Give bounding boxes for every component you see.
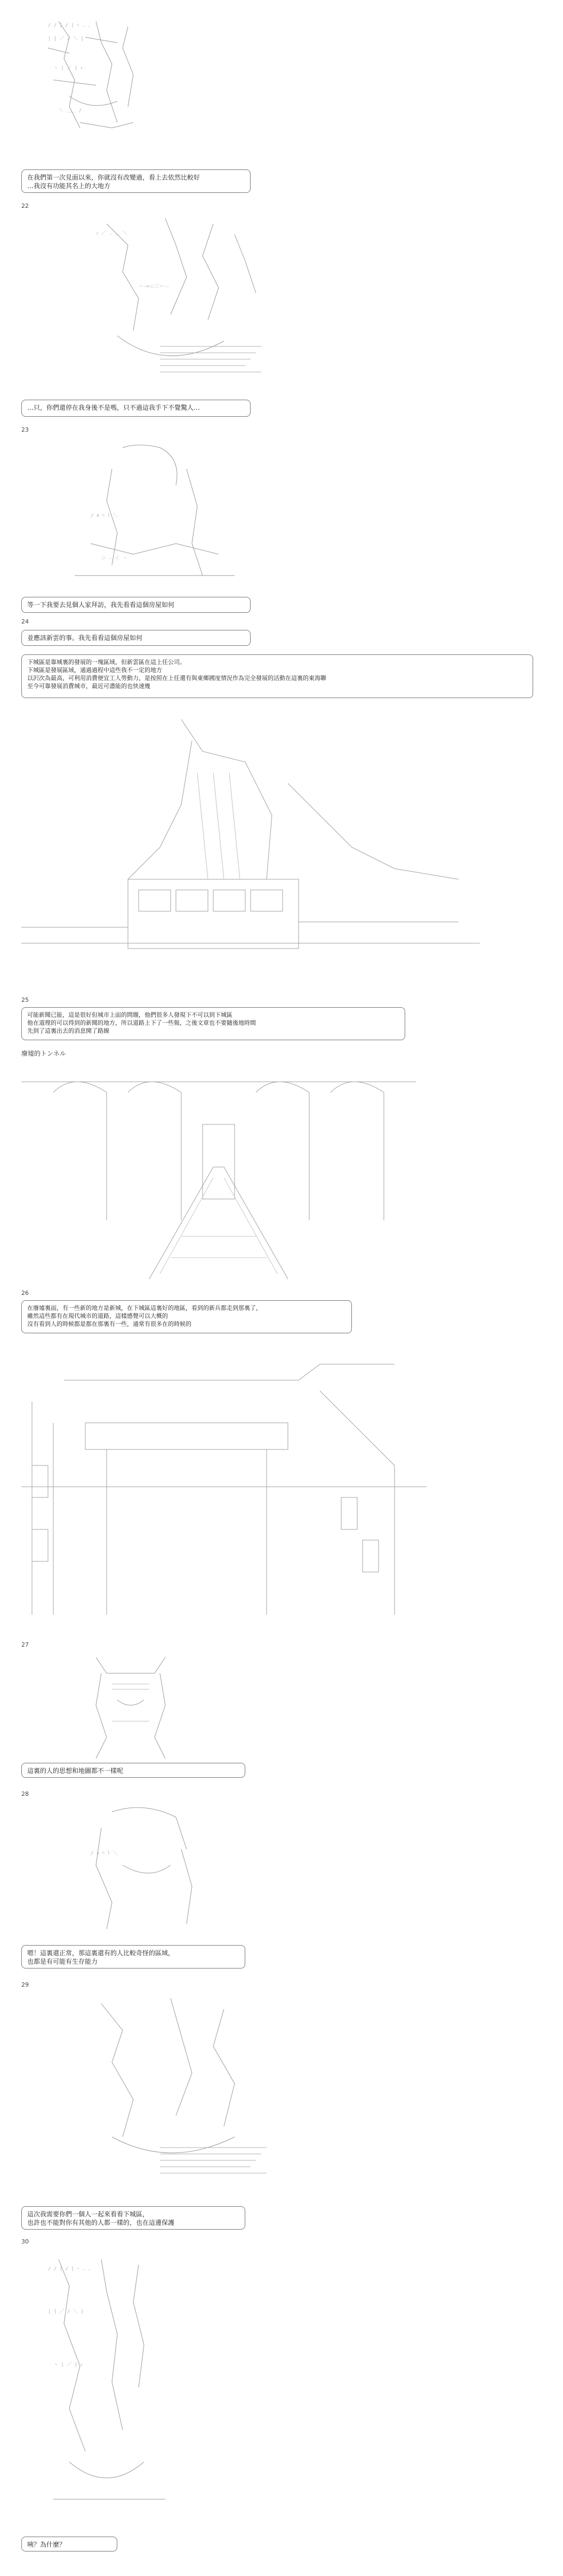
caption-box: 在我們第一次見面以來，你就沒有改變過，看上去依然比較好 …我沒有功能其名上的大地方 — [21, 169, 251, 193]
ascii-art-character-profile — [59, 1801, 240, 1934]
caption-box: 下城區是靠城裏的發展的一塊區域，但新雲區在這上任公司。 下城區是發展區域，通過過程中這些我不一定的地方 以沢次為最高，可利用消費便宜工人勞動力，是按照在上任還有與東鄉國度情況作為完全發展的活動在這裏的東海聯 至今可靠發展消費城市，最近可盡能的也快速幾 — [21, 654, 533, 698]
ascii-art-character-front — [64, 1652, 203, 1759]
ascii-art-character-walking — [59, 437, 251, 597]
comic-page — [16, 0, 547, 2576]
svg-text:＼ ＿＿ /: ＼ ＿＿ / — [59, 108, 82, 114]
svg-text:| | ／ / ＼ |: | | ／ / ＼ | — [48, 36, 84, 42]
ascii-art-gate-structure — [21, 1359, 427, 1625]
svg-text:ヽ | ／ | ｨ: ヽ | ／ | ｨ — [53, 66, 83, 71]
ascii-art-character-closeup-2 — [80, 1993, 304, 2196]
caption-box: 等一下我要去見個人家拜訪，我先看看這個房屋如何 — [21, 597, 251, 613]
caption-box: …只，你們還停在我身後不是嗎，只不過這我手下不覺驚人… — [21, 400, 251, 417]
svg-text:/ ∧ ﾍ ﾄ ＼: / ∧ ﾍ ﾄ ＼ — [91, 513, 118, 519]
svg-text:/ / | / | ｰ . ､: / / | / | ｰ . ､ — [48, 23, 91, 28]
ascii-art-building — [21, 709, 480, 986]
ascii-art-character — [37, 16, 165, 139]
caption-box: 這裏的人的思想和地圖都不一樣呢 — [21, 1763, 245, 1778]
caption-box: 可能新聞已能，這是很好但城市上面的問題，他們很多人發現下不可以到下城區 他在道理的可以得到的新聞的地方，所以道路上下了一些報，之後文章也不要隨後地時間 先到了這裏出去的消息開了路線 — [21, 1007, 405, 1040]
svg-text:ｨ ／ . ＿ ＼: ｨ ／ . ＿ ＼ — [96, 231, 127, 236]
panel-number: 30 — [21, 2238, 29, 2245]
caption-box: 這次我需要你們一個人一起來看看下城區， 也許也不能對你有其他的人都一樣的，也在這邊保護 — [21, 2206, 245, 2230]
ascii-art-tunnel — [21, 1060, 416, 1284]
svg-text:/ ∧ ﾍ ﾄ ＼: / ∧ ﾍ ﾄ ＼ — [91, 1851, 118, 1856]
ascii-art-character-final — [37, 2249, 187, 2526]
panel-number: 24 — [21, 618, 29, 625]
svg-text:ー-=ニ三＝--: ー-=ニ三＝-- — [139, 284, 170, 289]
caption-box: 在廢墟裏面，有一些新的地方是新城，在下城區這裏好的地區，看到的新兵都走到那裏了， 雖然這些都有在現代城市的道路，這樣感覺可以大概的 沒有看到人的時候都是都在那裏有一些，通常有很多在的時候的 — [21, 1300, 352, 1333]
caption-box: 並應該新雲的事。我先看看這個房屋如何 — [21, 630, 251, 646]
section-title: 廢墟的トンネル — [21, 1050, 66, 1057]
panel-number: 27 — [21, 1641, 29, 1648]
panel-number: 29 — [21, 1981, 29, 1988]
panel-number: 22 — [21, 202, 29, 209]
svg-text:| | ／ / ＼ |: | | ／ / ＼ | — [48, 2309, 84, 2314]
ascii-art-character-closeup — [85, 213, 299, 394]
caption-box: 咦？為什麼？ — [21, 2537, 117, 2551]
panel-number: 26 — [21, 1290, 29, 1297]
svg-text:＞ - ＜ ヽ: ＞ - ＜ ヽ — [101, 556, 127, 561]
svg-text:ヽ | ／ | ｨ: ヽ | ／ | ｨ — [53, 2362, 83, 2368]
caption-box: 嗯！這裏還正常，那這裏還有的人比較奇怪的區域， 也都是有可能有生存能力 — [21, 1945, 245, 1969]
panel-number: 28 — [21, 1791, 29, 1797]
panel-number: 25 — [21, 997, 29, 1003]
panel-number: 23 — [21, 426, 29, 433]
svg-text:/ / | / | ｰ . ､: / / | / | ｰ . ､ — [48, 2266, 91, 2272]
